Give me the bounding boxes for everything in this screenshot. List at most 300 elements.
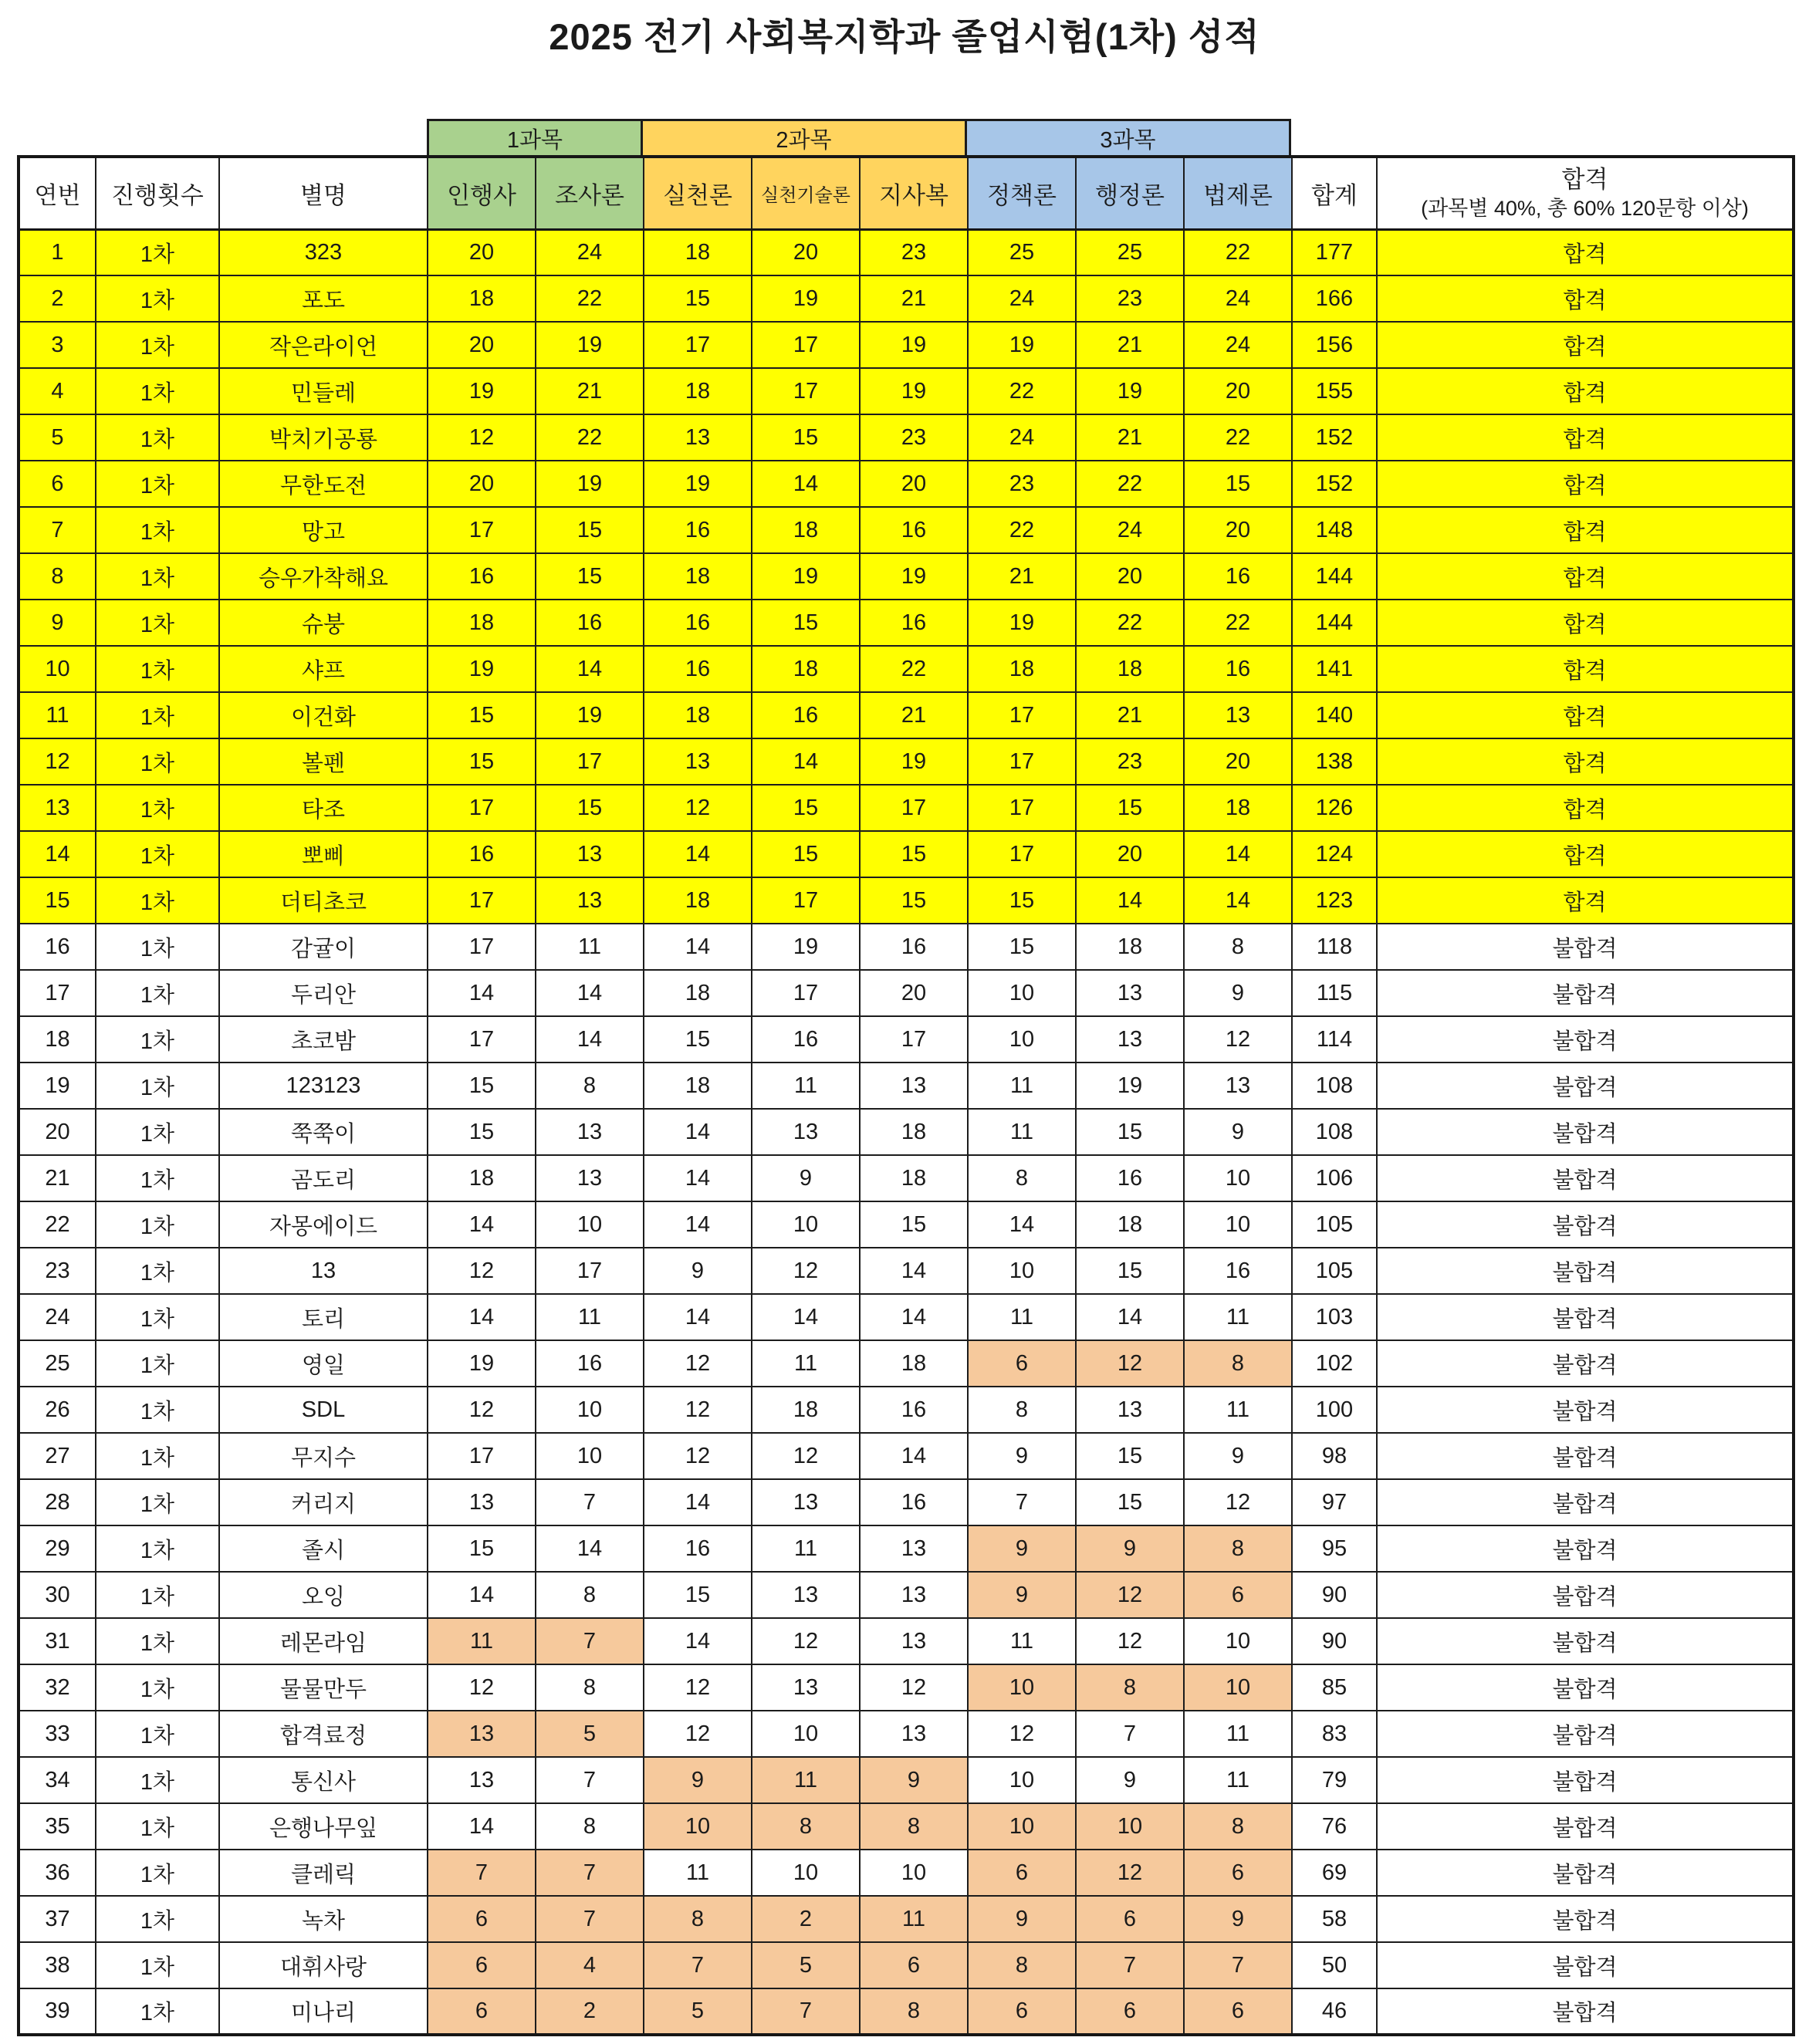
score-cell: 13 — [644, 738, 752, 785]
score-row — [19, 1155, 1794, 1201]
serial-cell: 37 — [19, 1896, 96, 1942]
serial-cell: 13 — [19, 785, 96, 831]
score-row — [19, 322, 1794, 368]
score-cell: 22 — [1184, 600, 1292, 646]
score-cell: 10 — [752, 1850, 860, 1896]
score-cell: 13 — [1076, 1387, 1184, 1433]
score-cell: 18 — [752, 646, 860, 692]
serial-cell: 4 — [19, 368, 96, 414]
serial-cell: 26 — [19, 1387, 96, 1433]
round-cell: 1차 — [96, 1711, 219, 1757]
score-cell: 7 — [536, 1618, 644, 1664]
score-cell: 22 — [536, 414, 644, 461]
total-cell: 106 — [1292, 1155, 1377, 1201]
round-cell: 1차 — [96, 1479, 219, 1525]
serial-cell: 30 — [19, 1572, 96, 1618]
score-cell: 15 — [1076, 1109, 1184, 1155]
score-cell: 13 — [428, 1757, 536, 1803]
round-cell: 1차 — [96, 1248, 219, 1294]
result-cell: 불합격 — [1377, 1155, 1794, 1201]
score-cell: 15 — [968, 877, 1076, 924]
score-cell: 17 — [752, 970, 860, 1016]
serial-cell: 18 — [19, 1016, 96, 1063]
col-header-pass — [1377, 157, 1794, 229]
score-row — [19, 831, 1794, 877]
score-cell: 24 — [1184, 275, 1292, 322]
round-cell: 1차 — [96, 553, 219, 600]
column-header-row — [19, 157, 1794, 229]
score-cell: 16 — [428, 553, 536, 600]
score-cell: 10 — [752, 1201, 860, 1248]
score-cell: 14 — [644, 1479, 752, 1525]
score-cell: 18 — [644, 368, 752, 414]
score-cell: 15 — [968, 924, 1076, 970]
result-cell: 불합격 — [1377, 1248, 1794, 1294]
total-cell: 100 — [1292, 1387, 1377, 1433]
score-cell: 14 — [536, 1525, 644, 1572]
score-cell: 18 — [860, 1155, 968, 1201]
score-cell: 15 — [752, 785, 860, 831]
score-cell: 11 — [968, 1294, 1076, 1340]
score-cell: 15 — [536, 785, 644, 831]
score-cell: 14 — [536, 970, 644, 1016]
score-cell: 16 — [536, 1340, 644, 1387]
score-cell: 7 — [752, 1988, 860, 2035]
result-cell: 불합격 — [1377, 1664, 1794, 1711]
score-cell: 5 — [752, 1942, 860, 1988]
score-cell: 22 — [968, 368, 1076, 414]
score-cell: 6 — [428, 1942, 536, 1988]
score-cell: 16 — [752, 1016, 860, 1063]
nickname-cell: 박치기공룡 — [219, 414, 428, 461]
round-cell: 1차 — [96, 1803, 219, 1850]
result-cell: 불합격 — [1377, 1016, 1794, 1063]
result-cell: 합격 — [1377, 785, 1794, 831]
score-cell: 20 — [860, 461, 968, 507]
score-cell: 15 — [644, 275, 752, 322]
score-cell: 17 — [428, 785, 536, 831]
result-cell: 합격 — [1377, 322, 1794, 368]
score-cell: 8 — [752, 1803, 860, 1850]
score-cell: 7 — [1184, 1942, 1292, 1988]
nickname-cell: 샤프 — [219, 646, 428, 692]
serial-cell: 35 — [19, 1803, 96, 1850]
score-row — [19, 600, 1794, 646]
score-cell: 21 — [860, 692, 968, 738]
total-cell: 58 — [1292, 1896, 1377, 1942]
serial-cell: 16 — [19, 924, 96, 970]
col-header-nickname: 별명 — [219, 157, 428, 229]
score-cell: 22 — [1184, 414, 1292, 461]
score-cell: 18 — [752, 507, 860, 553]
score-cell: 20 — [1184, 738, 1292, 785]
serial-cell: 38 — [19, 1942, 96, 1988]
score-cell: 10 — [752, 1711, 860, 1757]
score-cell: 14 — [428, 1803, 536, 1850]
round-cell: 1차 — [96, 229, 219, 275]
serial-cell: 19 — [19, 1063, 96, 1109]
serial-cell: 23 — [19, 1248, 96, 1294]
score-cell: 9 — [1184, 1109, 1292, 1155]
score-cell: 22 — [860, 646, 968, 692]
serial-cell: 24 — [19, 1294, 96, 1340]
nickname-cell: 이건화 — [219, 692, 428, 738]
result-cell: 합격 — [1377, 368, 1794, 414]
score-cell: 12 — [644, 1664, 752, 1711]
nickname-cell: 더티초코 — [219, 877, 428, 924]
score-cell: 9 — [644, 1757, 752, 1803]
score-row — [19, 1572, 1794, 1618]
serial-cell: 32 — [19, 1664, 96, 1711]
total-cell: 90 — [1292, 1572, 1377, 1618]
score-cell: 18 — [752, 1387, 860, 1433]
score-cell: 13 — [860, 1572, 968, 1618]
total-cell: 102 — [1292, 1340, 1377, 1387]
score-cell: 19 — [860, 553, 968, 600]
score-cell: 16 — [644, 507, 752, 553]
score-cell: 12 — [428, 1664, 536, 1711]
score-row — [19, 877, 1794, 924]
score-cell: 21 — [1076, 414, 1184, 461]
score-cell: 7 — [1076, 1942, 1184, 1988]
score-cell: 2 — [752, 1896, 860, 1942]
score-cell: 7 — [536, 1757, 644, 1803]
score-cell: 20 — [1184, 507, 1292, 553]
col-header-subject-8: 법제론 — [1184, 157, 1292, 229]
score-cell: 15 — [860, 831, 968, 877]
nickname-cell: 뽀삐 — [219, 831, 428, 877]
group-header-subject1: 1과목 — [427, 119, 643, 155]
score-cell: 15 — [1184, 461, 1292, 507]
score-cell: 23 — [860, 414, 968, 461]
result-cell: 불합격 — [1377, 1063, 1794, 1109]
score-cell: 14 — [860, 1294, 968, 1340]
score-cell: 16 — [1184, 1248, 1292, 1294]
nickname-cell: 졸시 — [219, 1525, 428, 1572]
score-cell: 10 — [968, 1016, 1076, 1063]
score-cell: 14 — [428, 970, 536, 1016]
score-cell: 16 — [536, 600, 644, 646]
score-cell: 14 — [1184, 831, 1292, 877]
score-cell: 22 — [1184, 229, 1292, 275]
score-cell: 21 — [1076, 322, 1184, 368]
score-cell: 6 — [1184, 1572, 1292, 1618]
score-cell: 12 — [644, 1433, 752, 1479]
serial-cell: 34 — [19, 1757, 96, 1803]
score-cell: 16 — [860, 507, 968, 553]
score-row — [19, 1711, 1794, 1757]
score-cell: 12 — [644, 1711, 752, 1757]
score-cell: 21 — [968, 553, 1076, 600]
score-row — [19, 1664, 1794, 1711]
score-cell: 14 — [644, 924, 752, 970]
result-cell: 불합격 — [1377, 1618, 1794, 1664]
score-cell: 19 — [752, 553, 860, 600]
total-cell: 123 — [1292, 877, 1377, 924]
score-row — [19, 1433, 1794, 1479]
score-cell: 14 — [644, 1155, 752, 1201]
score-cell: 7 — [536, 1896, 644, 1942]
col-header-subject-5: 지사복 — [860, 157, 968, 229]
round-cell: 1차 — [96, 1387, 219, 1433]
score-cell: 6 — [968, 1988, 1076, 2035]
group-header-subject3: 3과목 — [967, 119, 1291, 155]
score-cell: 13 — [860, 1618, 968, 1664]
score-cell: 12 — [752, 1248, 860, 1294]
score-table-body — [19, 229, 1794, 2035]
score-cell: 20 — [428, 229, 536, 275]
subject-group-header-row — [427, 119, 1809, 155]
score-cell: 15 — [644, 1016, 752, 1063]
score-cell: 15 — [860, 1201, 968, 1248]
score-cell: 17 — [428, 1433, 536, 1479]
score-cell: 10 — [968, 970, 1076, 1016]
nickname-cell: 곰도리 — [219, 1155, 428, 1201]
score-cell: 8 — [536, 1664, 644, 1711]
score-cell: 10 — [1184, 1155, 1292, 1201]
score-row — [19, 1988, 1794, 2035]
score-cell: 16 — [1184, 553, 1292, 600]
round-cell: 1차 — [96, 1294, 219, 1340]
score-row — [19, 970, 1794, 1016]
score-cell: 17 — [860, 785, 968, 831]
serial-cell: 21 — [19, 1155, 96, 1201]
result-cell: 불합격 — [1377, 1109, 1794, 1155]
total-cell: 105 — [1292, 1248, 1377, 1294]
score-cell: 20 — [428, 461, 536, 507]
result-cell: 불합격 — [1377, 970, 1794, 1016]
score-cell: 9 — [1184, 1433, 1292, 1479]
serial-cell: 28 — [19, 1479, 96, 1525]
total-cell: 156 — [1292, 322, 1377, 368]
score-cell: 15 — [428, 1109, 536, 1155]
score-cell: 13 — [1076, 1016, 1184, 1063]
nickname-cell: 레몬라임 — [219, 1618, 428, 1664]
score-cell: 15 — [536, 507, 644, 553]
score-cell: 19 — [752, 275, 860, 322]
result-cell: 합격 — [1377, 646, 1794, 692]
score-cell: 15 — [428, 738, 536, 785]
score-cell: 10 — [536, 1387, 644, 1433]
total-cell: 85 — [1292, 1664, 1377, 1711]
serial-cell: 20 — [19, 1109, 96, 1155]
nickname-cell: 무한도전 — [219, 461, 428, 507]
score-cell: 13 — [536, 1109, 644, 1155]
score-cell: 7 — [536, 1850, 644, 1896]
score-cell: 16 — [860, 1387, 968, 1433]
score-cell: 20 — [1076, 831, 1184, 877]
score-row — [19, 1109, 1794, 1155]
score-cell: 7 — [1076, 1711, 1184, 1757]
score-cell: 14 — [428, 1294, 536, 1340]
total-cell: 105 — [1292, 1201, 1377, 1248]
score-cell: 9 — [1184, 1896, 1292, 1942]
score-cell: 18 — [860, 1109, 968, 1155]
nickname-cell: 승우가착해요 — [219, 553, 428, 600]
score-cell: 20 — [1076, 553, 1184, 600]
result-cell: 합격 — [1377, 414, 1794, 461]
score-cell: 8 — [536, 1803, 644, 1850]
score-cell: 18 — [968, 646, 1076, 692]
score-cell: 15 — [752, 414, 860, 461]
col-header-subject-4: 실천기술론 — [752, 157, 860, 229]
round-cell: 1차 — [96, 646, 219, 692]
score-cell: 13 — [752, 1479, 860, 1525]
nickname-cell: 감귤이 — [219, 924, 428, 970]
nickname-cell: 녹차 — [219, 1896, 428, 1942]
serial-cell: 1 — [19, 229, 96, 275]
serial-cell: 27 — [19, 1433, 96, 1479]
score-row — [19, 1479, 1794, 1525]
nickname-cell: SDL — [219, 1387, 428, 1433]
score-cell: 12 — [428, 414, 536, 461]
result-cell: 합격 — [1377, 507, 1794, 553]
score-cell: 16 — [644, 646, 752, 692]
pass-header-criteria: (과목별 40%, 총 60% 120문항 이상) — [1421, 197, 1749, 221]
score-cell: 18 — [1076, 924, 1184, 970]
serial-cell: 25 — [19, 1340, 96, 1387]
total-cell: 152 — [1292, 461, 1377, 507]
score-cell: 23 — [968, 461, 1076, 507]
result-cell: 합격 — [1377, 600, 1794, 646]
score-cell: 20 — [1184, 368, 1292, 414]
score-cell: 24 — [536, 229, 644, 275]
col-header-subject-6: 정책론 — [968, 157, 1076, 229]
nickname-cell: 미나리 — [219, 1988, 428, 2035]
score-cell: 13 — [536, 1155, 644, 1201]
total-cell: 166 — [1292, 275, 1377, 322]
serial-cell: 3 — [19, 322, 96, 368]
score-cell: 19 — [644, 461, 752, 507]
score-cell: 17 — [536, 738, 644, 785]
total-cell: 90 — [1292, 1618, 1377, 1664]
score-cell: 13 — [536, 877, 644, 924]
result-cell: 불합격 — [1377, 1294, 1794, 1340]
round-cell: 1차 — [96, 924, 219, 970]
score-row — [19, 1618, 1794, 1664]
score-row — [19, 1340, 1794, 1387]
round-cell: 1차 — [96, 1433, 219, 1479]
score-row — [19, 461, 1794, 507]
total-cell: 114 — [1292, 1016, 1377, 1063]
col-header-subject-3: 실천론 — [644, 157, 752, 229]
total-cell: 155 — [1292, 368, 1377, 414]
score-cell: 16 — [752, 692, 860, 738]
score-cell: 25 — [968, 229, 1076, 275]
score-cell: 8 — [860, 1803, 968, 1850]
score-cell: 12 — [428, 1248, 536, 1294]
nickname-cell: 타조 — [219, 785, 428, 831]
result-cell: 합격 — [1377, 831, 1794, 877]
score-cell: 12 — [1076, 1572, 1184, 1618]
score-cell: 9 — [968, 1525, 1076, 1572]
score-cell: 19 — [860, 322, 968, 368]
score-cell: 19 — [752, 924, 860, 970]
round-cell: 1차 — [96, 831, 219, 877]
score-cell: 15 — [1076, 1433, 1184, 1479]
score-cell: 13 — [752, 1109, 860, 1155]
score-cell: 14 — [860, 1248, 968, 1294]
score-cell: 6 — [1184, 1988, 1292, 2035]
score-cell: 6 — [968, 1850, 1076, 1896]
round-cell: 1차 — [96, 368, 219, 414]
total-cell: 97 — [1292, 1479, 1377, 1525]
score-cell: 11 — [860, 1896, 968, 1942]
result-cell: 불합격 — [1377, 1942, 1794, 1988]
serial-cell: 29 — [19, 1525, 96, 1572]
score-row — [19, 414, 1794, 461]
nickname-cell: 은행나무잎 — [219, 1803, 428, 1850]
score-cell: 18 — [644, 553, 752, 600]
score-cell: 11 — [968, 1063, 1076, 1109]
score-cell: 15 — [1076, 785, 1184, 831]
nickname-cell: 13 — [219, 1248, 428, 1294]
result-cell: 불합격 — [1377, 1896, 1794, 1942]
score-cell: 19 — [536, 322, 644, 368]
score-cell: 19 — [968, 600, 1076, 646]
round-cell: 1차 — [96, 1664, 219, 1711]
score-cell: 18 — [860, 1340, 968, 1387]
score-cell: 17 — [752, 368, 860, 414]
round-cell: 1차 — [96, 877, 219, 924]
total-cell: 95 — [1292, 1525, 1377, 1572]
group-header-subject2: 2과목 — [643, 119, 967, 155]
score-cell: 15 — [1076, 1479, 1184, 1525]
score-cell: 14 — [968, 1201, 1076, 1248]
serial-cell: 36 — [19, 1850, 96, 1896]
score-row — [19, 368, 1794, 414]
score-cell: 13 — [428, 1479, 536, 1525]
score-cell: 11 — [536, 1294, 644, 1340]
round-cell: 1차 — [96, 1063, 219, 1109]
score-row — [19, 692, 1794, 738]
score-cell: 9 — [860, 1757, 968, 1803]
score-cell: 12 — [1184, 1479, 1292, 1525]
score-cell: 9 — [644, 1248, 752, 1294]
score-cell: 16 — [860, 1479, 968, 1525]
total-cell: 144 — [1292, 600, 1377, 646]
score-cell: 8 — [1184, 924, 1292, 970]
score-cell: 6 — [860, 1942, 968, 1988]
nickname-cell: 포도 — [219, 275, 428, 322]
score-cell: 8 — [968, 1942, 1076, 1988]
score-cell: 9 — [968, 1572, 1076, 1618]
score-cell: 11 — [752, 1757, 860, 1803]
score-cell: 11 — [1184, 1294, 1292, 1340]
score-cell: 14 — [536, 1016, 644, 1063]
score-cell: 20 — [860, 970, 968, 1016]
score-cell: 8 — [1076, 1664, 1184, 1711]
score-cell: 15 — [536, 553, 644, 600]
total-cell: 115 — [1292, 970, 1377, 1016]
total-cell: 50 — [1292, 1942, 1377, 1988]
nickname-cell: 323 — [219, 229, 428, 275]
score-row — [19, 1294, 1794, 1340]
result-cell: 합격 — [1377, 553, 1794, 600]
score-row — [19, 275, 1794, 322]
total-cell: 108 — [1292, 1109, 1377, 1155]
serial-cell: 12 — [19, 738, 96, 785]
pass-header-title: 합격 — [1561, 166, 1608, 194]
score-cell: 21 — [860, 275, 968, 322]
round-cell: 1차 — [96, 738, 219, 785]
score-cell: 13 — [1076, 970, 1184, 1016]
score-cell: 22 — [968, 507, 1076, 553]
round-cell: 1차 — [96, 414, 219, 461]
score-cell: 10 — [1184, 1618, 1292, 1664]
score-cell: 24 — [1076, 507, 1184, 553]
score-cell: 8 — [1184, 1803, 1292, 1850]
